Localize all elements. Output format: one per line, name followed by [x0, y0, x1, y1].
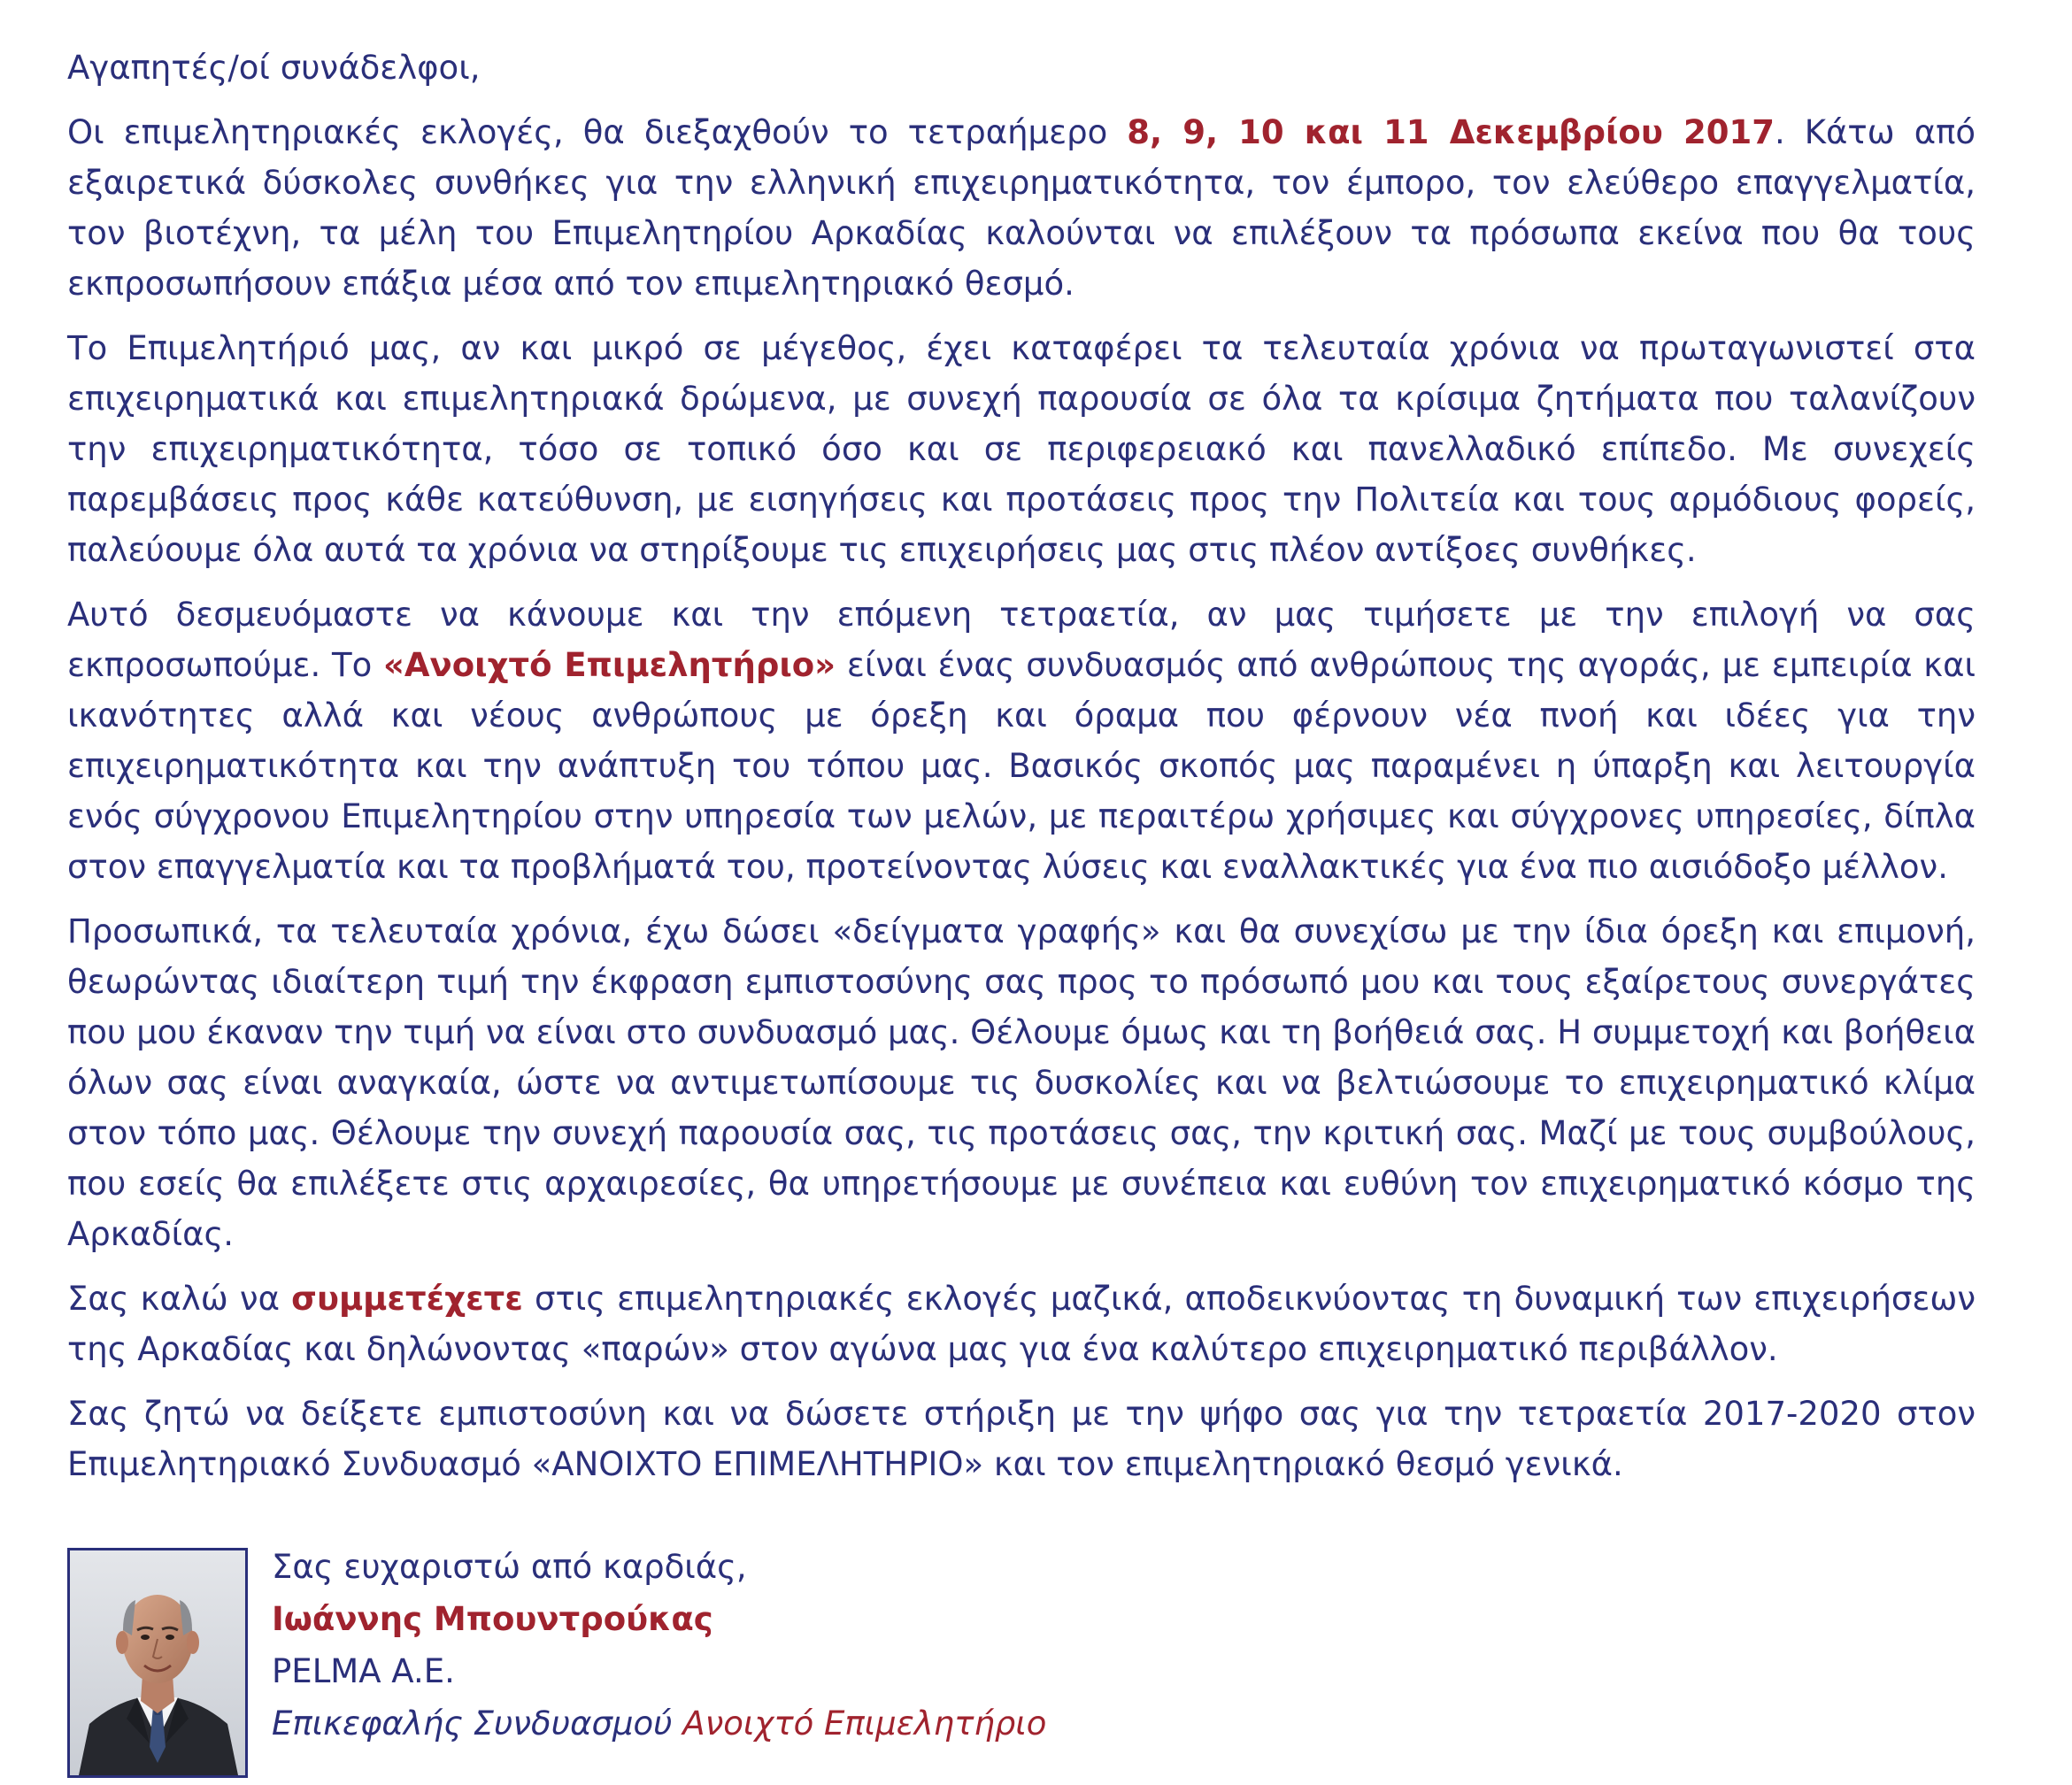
- letter-body: [67, 42, 1976, 1504]
- paragraph-text: στις επιμελητηριακές εκλογές μαζικά, αποδεικνύοντας τη δυναμική των επιχειρήσεων της Αρκαδίας και δηλώνοντας «παρών» στον αγώνα μας για ένα καλύτερο επιχειρηματικό περιβάλλον.: [67, 1280, 1976, 1368]
- greeting: Αγαπητές/οί συνάδελφοι,: [67, 49, 481, 87]
- signer-title: [272, 1697, 1046, 1750]
- paragraph-text: είναι ένας συνδυασμός από ανθρώπους της αγοράς, με εμπειρία και ικανότητες αλλά και νέους ανθρώπους με όρεξη και όραμα που φέρνουν νέα πνοή και ιδέες για την επιχειρηματικότητα και την ανάπτυξη του τόπου μας. Βασικός σκοπός μας παραμένει η ύπαρξη και λειτουργία ενός σύγχρονου Επιμελητηρίου στην υπηρεσία των μελών, με περαιτέρω χρήσιμες και σύγχρονες υπηρεσίες, δίπλα στον επαγγελματία και τα προβλήματά του, προτείνοντας λύσεις και εναλλακτικές για ένα πιο αισιόδοξο μέλλον.: [67, 646, 1976, 886]
- signature-block: [67, 1548, 1218, 1778]
- coalition-name: «Ανοιχτό Επιμελητήριο»: [383, 646, 836, 684]
- paragraph-text: Οι επιμελητηριακές εκλογές, θα διεξαχθούν το τετραήμερο: [67, 113, 1128, 151]
- election-dates: 8, 9, 10 και 11 Δεκεμβρίου 2017: [1127, 113, 1775, 151]
- signer-role: Επικεφαλής Συνδυασμού: [272, 1704, 683, 1743]
- signer-coalition: Ανοιχτό Επιμελητήριο: [682, 1704, 1047, 1743]
- paragraph-chamber-record: Το Επιμελητήριό μας, αν και μικρό σε μέγεθος, έχει καταφέρει τα τελευταία χρόνια να πρωταγωνιστεί στα επιχειρηματικά και επιμελητηριακά δρώμενα, με συνεχή παρουσία σε όλα τα κρίσιμα ζητήματα που ταλανίζουν την επιχειρηματικότητα, τόσο σε τοπικό όσο και σε περιφερειακό και πανελλαδικό επίπεδο. Με συνεχείς παρεμβάσεις προς κάθε κατεύθυνση, με εισηγήσεις και προτάσεις προς την Πολιτεία και τους αρμόδιους φορείς, παλεύουμε όλα αυτά τα χρόνια να στηρίξουμε τις επιχειρήσεις μας στις πλέον αντίξοες συνθήκες.: [67, 329, 1976, 569]
- paragraph-coalition: [67, 589, 1976, 892]
- closing-line: Σας ευχαριστώ από καρδιάς,: [272, 1548, 747, 1586]
- paragraph-participate: [67, 1273, 1976, 1374]
- signer-company: PELMA A.E.: [272, 1652, 455, 1690]
- paragraph-text: Αυτό δεσμευόμαστε να κάνουμε και την επόμενη τετραετία, αν μας τιμήσετε με την επιλογή να σας εκπροσωπούμε. Το: [67, 596, 1976, 684]
- paragraph-personal: Προσωπικά, τα τελευταία χρόνια, έχω δώσει «δείγματα γραφής» και θα συνεχίσω με την ίδια όρεξη και επιμονή, θεωρώντας ιδιαίτερη τιμή την έκφραση εμπιστοσύνης σας προς το πρόσωπό μου και τους εξαίρετους συνεργάτες που μου έκαναν την τιμή να είναι στο συνδυασμό μας. Θέλουμε όμως και τη βοήθειά σας. Η συμμετοχή και βοήθεια όλων σας είναι αναγκαία, ώστε να αντιμετωπίσουμε τις δυσκολίες και να βελτιώσουμε το επιχειρηματικό κλίμα στον τόπο μας. Θέλουμε την συνεχή παρουσία σας, τις προτάσεις σας, την κριτική σας. Μαζί με τους συμβούλους, που εσείς θα επιλέξετε στις αρχαιρεσίες, θα υπηρετήσουμε με συνέπεια και ευθύνη τον επιχειρηματικό κόσμο της Αρκαδίας.: [67, 912, 1976, 1253]
- paragraph-text: Σας καλώ να: [67, 1280, 292, 1318]
- participate-emphasis: συμμετέχετε: [291, 1280, 523, 1318]
- signature-lines: [272, 1541, 1046, 1750]
- paragraph-text: . Κάτω από εξαιρετικά δύσκολες συνθήκες για την ελληνική επιχειρηματικότητα, τον έμπορο, τον ελεύθερο επαγγελματία, τον βιοτέχνη, τα μέλη του Επιμελητηρίου Αρκαδίας καλούνται να επιλέξουν τα πρόσωπα εκείνα που θα τους εκπροσωπήσουν επάξια μέσα από τον επιμελητηριακό θεσμό.: [67, 113, 1976, 303]
- paragraph-election-dates: [67, 107, 1976, 309]
- portrait-photo: [67, 1548, 248, 1778]
- paragraph-vote-request: Σας ζητώ να δείξετε εμπιστοσύνη και να δώσετε στήριξη με την ψήφο σας για την τετραετία 2017-2020 στον Επιμελητηριακό Συνδυασμό «ΑΝΟΙΧΤΟ ΕΠΙΜΕΛΗΤΗΡΙΟ» και τον επιμελητηριακό θεσμό γενικά.: [67, 1395, 1976, 1483]
- signer-name: Ιωάννης Μπουντρούκας: [272, 1600, 713, 1638]
- portrait-illustration: [70, 1550, 245, 1775]
